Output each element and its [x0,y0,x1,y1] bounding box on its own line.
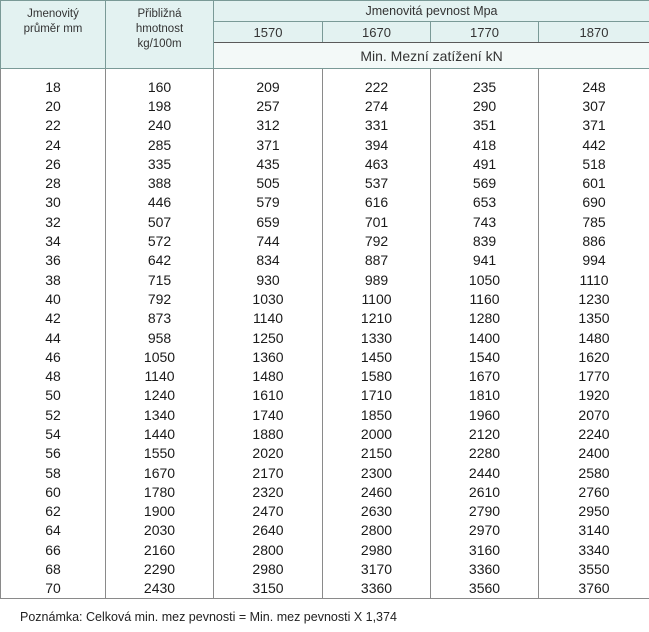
load-1670-cell: 222 [323,77,431,96]
load-1770-cell: 491 [431,154,539,173]
load-1570-cell: 505 [214,173,323,192]
load-1870-cell: 994 [539,251,649,270]
diameter-cell: 22 [1,116,106,135]
footnote: Poznámka: Celková min. mez pevnosti = Min. mez pevnosti X 1,374 [20,610,397,624]
mass-cell: 160 [106,77,214,96]
diameter-cell: 38 [1,270,106,289]
load-1570-cell: 2640 [214,521,323,540]
load-1670-cell: 1580 [323,366,431,385]
diameter-cell: 62 [1,502,106,521]
table-row [1,444,649,463]
diameter-cell: 30 [1,193,106,212]
diameter-cell: 70 [1,579,106,599]
load-1670-cell: 701 [323,212,431,231]
load-1870-cell: 2760 [539,482,649,501]
load-1770-cell: 2280 [431,444,539,463]
load-1670-cell: 2000 [323,424,431,443]
diameter-header-line-2: průměr mm [23,23,83,35]
diameter-cell: 26 [1,154,106,173]
load-1570-cell: 1610 [214,386,323,405]
load-1670-cell: 2150 [323,444,431,463]
table-row [1,521,649,540]
load-1670-cell: 2300 [323,463,431,482]
load-1570-cell: 257 [214,96,323,115]
load-1770-cell: 1540 [431,347,539,366]
mass-header-line-2: hmotnost [135,23,184,35]
load-1570-cell: 2470 [214,502,323,521]
load-1670-cell: 2800 [323,521,431,540]
load-1770-cell: 1400 [431,328,539,347]
table-row [1,502,649,521]
diameter-cell: 24 [1,135,106,154]
diameter-cell: 46 [1,347,106,366]
load-1570-cell: 312 [214,116,323,135]
mass-cell: 715 [106,270,214,289]
table-row [1,347,649,366]
mass-cell: 1440 [106,424,214,443]
diameter-cell: 32 [1,212,106,231]
load-1670-cell: 2630 [323,502,431,521]
grade-header-1870: 1870 [539,22,649,43]
diameter-cell: 54 [1,424,106,443]
load-1870-cell: 1920 [539,386,649,405]
diameter-cell: 60 [1,482,106,501]
strength-header: Jmenovitá pevnost Mpa [214,1,649,22]
load-1670-cell: 1210 [323,309,431,328]
load-1870-cell: 2400 [539,444,649,463]
table-row [1,482,649,501]
load-1670-cell: 3170 [323,559,431,578]
load-1870-cell: 3140 [539,521,649,540]
load-1670-cell: 1100 [323,289,431,308]
load-1670-cell: 537 [323,173,431,192]
mass-cell: 198 [106,96,214,115]
mass-cell: 1550 [106,444,214,463]
table-row [1,366,649,385]
table-row [1,405,649,424]
load-1570-cell: 2320 [214,482,323,501]
load-1670-cell: 989 [323,270,431,289]
table-body [1,69,649,599]
load-1870-cell: 3550 [539,559,649,578]
load-1770-cell: 2610 [431,482,539,501]
mass-cell: 2030 [106,521,214,540]
load-1570-cell: 2020 [214,444,323,463]
mass-cell: 446 [106,193,214,212]
table-row [1,559,649,578]
mass-cell: 335 [106,154,214,173]
load-1570-cell: 2800 [214,540,323,559]
load-1670-cell: 1450 [323,347,431,366]
mass-cell: 240 [106,116,214,135]
spacer-cell [214,69,323,78]
grade-header-1670: 1670 [323,22,431,43]
diameter-cell: 58 [1,463,106,482]
mass-cell: 642 [106,251,214,270]
table-row [1,135,649,154]
diameter-header-line-1: Jmenovitý [27,8,79,20]
diameter-cell: 66 [1,540,106,559]
mass-cell: 285 [106,135,214,154]
grade-header-1770: 1770 [431,22,539,43]
load-1870-cell: 1480 [539,328,649,347]
mass-cell: 1140 [106,366,214,385]
load-1670-cell: 2460 [323,482,431,501]
diameter-cell: 28 [1,173,106,192]
diameter-cell: 48 [1,366,106,385]
load-1770-cell: 2790 [431,502,539,521]
table-row [1,193,649,212]
diameter-header [1,1,106,69]
load-1870-cell: 2950 [539,502,649,521]
load-1770-cell: 1050 [431,270,539,289]
load-1570-cell: 2980 [214,559,323,578]
load-1570-cell: 1030 [214,289,323,308]
load-1870-cell: 3340 [539,540,649,559]
mass-cell: 1670 [106,463,214,482]
table-row [1,154,649,173]
load-1670-cell: 792 [323,231,431,250]
spacer-cell [106,69,214,78]
load-1570-cell: 930 [214,270,323,289]
spacer-cell [1,69,106,78]
load-1770-cell: 418 [431,135,539,154]
load-1870-cell: 1110 [539,270,649,289]
table-row [1,386,649,405]
load-1670-cell: 463 [323,154,431,173]
load-1670-cell: 394 [323,135,431,154]
load-1870-cell: 785 [539,212,649,231]
load-1870-cell: 601 [539,173,649,192]
diameter-cell: 20 [1,96,106,115]
mass-cell: 1050 [106,347,214,366]
mass-cell: 792 [106,289,214,308]
diameter-cell: 42 [1,309,106,328]
mass-header [106,1,214,69]
load-1870-cell: 690 [539,193,649,212]
load-1770-cell: 941 [431,251,539,270]
table-row [1,116,649,135]
load-1670-cell: 1710 [323,386,431,405]
diameter-cell: 68 [1,559,106,578]
load-1570-cell: 3150 [214,579,323,599]
load-1670-cell: 2980 [323,540,431,559]
spacer-cell [323,69,431,78]
load-1670-cell: 331 [323,116,431,135]
table-row [1,579,649,599]
load-1570-cell: 371 [214,135,323,154]
mass-header-line-3: kg/100m [137,38,182,50]
mass-cell: 2160 [106,540,214,559]
load-1770-cell: 290 [431,96,539,115]
diameter-cell: 34 [1,231,106,250]
diameter-cell: 40 [1,289,106,308]
load-1770-cell: 1280 [431,309,539,328]
mass-cell: 572 [106,231,214,250]
table-row [1,251,649,270]
load-1570-cell: 744 [214,231,323,250]
load-1670-cell: 616 [323,193,431,212]
load-1570-cell: 209 [214,77,323,96]
load-1770-cell: 743 [431,212,539,231]
table-row [1,96,649,115]
load-1570-cell: 1740 [214,405,323,424]
load-1670-cell: 1850 [323,405,431,424]
load-1870-cell: 371 [539,116,649,135]
load-1770-cell: 3160 [431,540,539,559]
load-1570-cell: 2170 [214,463,323,482]
load-1770-cell: 235 [431,77,539,96]
load-1770-cell: 653 [431,193,539,212]
table-row [1,424,649,443]
load-1770-cell: 351 [431,116,539,135]
load-1570-cell: 659 [214,212,323,231]
load-1870-cell: 2580 [539,463,649,482]
load-1870-cell: 1350 [539,309,649,328]
load-1770-cell: 839 [431,231,539,250]
mass-cell: 1780 [106,482,214,501]
table-row [1,270,649,289]
table-header [1,1,649,69]
min-load-header: Min. Mezní zatížení kN [214,43,649,69]
load-1870-cell: 1620 [539,347,649,366]
mass-cell: 1240 [106,386,214,405]
diameter-cell: 36 [1,251,106,270]
mass-cell: 1900 [106,502,214,521]
load-1570-cell: 1880 [214,424,323,443]
load-1770-cell: 1670 [431,366,539,385]
table-row [1,540,649,559]
load-1570-cell: 1480 [214,366,323,385]
mass-cell: 507 [106,212,214,231]
mass-cell: 1340 [106,405,214,424]
load-1670-cell: 887 [323,251,431,270]
load-1670-cell: 3360 [323,579,431,599]
load-1670-cell: 274 [323,96,431,115]
table-row [1,309,649,328]
grade-header-1570: 1570 [214,22,323,43]
load-1570-cell: 1140 [214,309,323,328]
load-1570-cell: 435 [214,154,323,173]
table-row [1,212,649,231]
diameter-cell: 52 [1,405,106,424]
mass-cell: 388 [106,173,214,192]
load-1570-cell: 1250 [214,328,323,347]
table-row [1,77,649,96]
diameter-cell: 50 [1,386,106,405]
load-1870-cell: 886 [539,231,649,250]
load-1570-cell: 1360 [214,347,323,366]
load-1770-cell: 569 [431,173,539,192]
table-row [1,463,649,482]
load-1770-cell: 1810 [431,386,539,405]
load-1770-cell: 1960 [431,405,539,424]
load-1770-cell: 1160 [431,289,539,308]
mass-cell: 2430 [106,579,214,599]
mass-cell: 2290 [106,559,214,578]
load-1870-cell: 1230 [539,289,649,308]
diameter-cell: 44 [1,328,106,347]
spacer-cell [539,69,649,78]
load-1770-cell: 2970 [431,521,539,540]
load-1770-cell: 3560 [431,579,539,599]
mass-header-line-1: Přibližná [137,8,182,20]
table-row [1,328,649,347]
load-1670-cell: 1330 [323,328,431,347]
load-1770-cell: 2120 [431,424,539,443]
mass-cell: 958 [106,328,214,347]
diameter-cell: 56 [1,444,106,463]
load-1870-cell: 2240 [539,424,649,443]
load-1870-cell: 2070 [539,405,649,424]
load-1770-cell: 3360 [431,559,539,578]
load-1870-cell: 307 [539,96,649,115]
load-1570-cell: 579 [214,193,323,212]
load-1870-cell: 3760 [539,579,649,599]
load-1570-cell: 834 [214,251,323,270]
load-1870-cell: 442 [539,135,649,154]
load-1770-cell: 2440 [431,463,539,482]
load-1870-cell: 248 [539,77,649,96]
mass-cell: 873 [106,309,214,328]
load-1870-cell: 518 [539,154,649,173]
table-row [1,231,649,250]
spacer-cell [431,69,539,78]
table-spacer-row [1,69,649,78]
diameter-cell: 64 [1,521,106,540]
load-1870-cell: 1770 [539,366,649,385]
table-row [1,289,649,308]
diameter-cell: 18 [1,77,106,96]
table-row [1,173,649,192]
